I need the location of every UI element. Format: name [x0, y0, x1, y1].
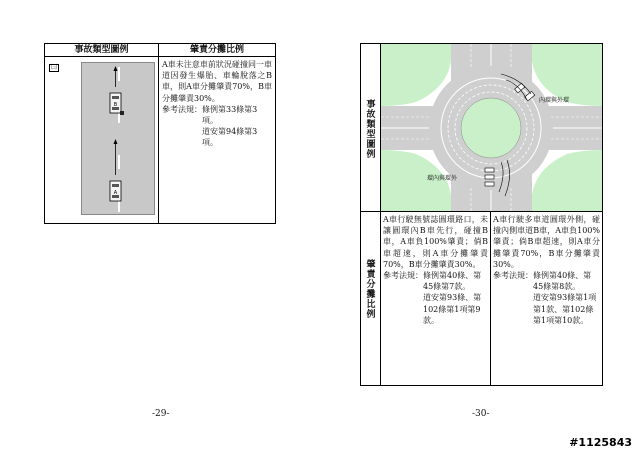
page-number: -29- — [152, 409, 170, 419]
side-label-char: 肇 — [366, 260, 376, 270]
side-label-liability — [361, 212, 381, 385]
reference-label: 參考法規： — [162, 104, 202, 114]
reference-item: 道安第93條第1項第1款、第102條第1項第10款。 — [533, 293, 597, 325]
vehicles-svg — [82, 63, 156, 216]
right-page — [322, 0, 640, 452]
vehicle-a-label: A — [113, 190, 118, 196]
side-label-char: 事 — [366, 100, 376, 110]
reference-laws — [493, 270, 600, 326]
reference-item: 條例第40條、第45條第8款。 — [533, 271, 592, 292]
reference-laws — [162, 104, 272, 149]
reference-label: 參考法規： — [383, 271, 423, 281]
header-liability-ratio: 肇責分攤比例 — [159, 44, 275, 57]
side-label-char: 攤 — [366, 290, 376, 300]
side-label-char: 型 — [366, 130, 376, 140]
side-label-char: 圖 — [366, 140, 376, 150]
right-accident-table — [360, 43, 603, 386]
side-label-char: 故 — [366, 110, 376, 120]
inner-ring-label: 環內與環外 — [427, 175, 458, 182]
side-label-char: 責 — [366, 270, 376, 280]
arrow-up-icon — [114, 139, 118, 175]
side-label-char: 比 — [366, 300, 376, 310]
image-id-watermark: #1125843 — [569, 436, 632, 449]
accident-diagram-cell — [45, 57, 159, 223]
side-label-char: 分 — [366, 280, 376, 290]
item-number: ㈢ — [50, 64, 57, 71]
vehicle-b-label: B — [113, 102, 118, 108]
side-label-accident-type — [361, 44, 381, 212]
side-label-char: 例 — [366, 150, 376, 160]
reference-label: 參考法規： — [493, 271, 533, 281]
reference-item: 道安第94條第3項。 — [202, 127, 258, 148]
side-label-text — [361, 100, 381, 160]
left-accident-table — [44, 43, 276, 224]
road-diagram — [81, 62, 155, 215]
roundabout-diagram — [381, 44, 602, 212]
side-label-char: 例 — [366, 310, 376, 320]
side-label-text — [361, 260, 381, 320]
outer-ring-label: 內環與外環 — [539, 97, 570, 104]
liability-column-a — [381, 212, 491, 385]
reference-laws — [383, 270, 488, 326]
roundabout-svg — [381, 44, 602, 212]
arrow-up-icon — [114, 66, 118, 87]
vehicle-b-icon — [110, 93, 124, 115]
liability-description: A車行駛多車道圓環外側，碰撞內側車道B車，A車負100%肇責；倘B車超速，則A車分攤肇責70%，B車分攤肇責30%。 — [493, 215, 600, 269]
liability-text-cell — [159, 57, 275, 223]
vehicle-a-icon — [110, 181, 121, 201]
header-accident-type: 事故類型圖例 — [45, 44, 159, 57]
side-label-char: 類 — [366, 120, 376, 130]
reference-item: 道安第93條、第102條第1項第9款。 — [423, 293, 482, 325]
page-number: -30- — [472, 409, 490, 419]
reference-item: 條例第33條第3項。 — [202, 104, 258, 126]
reference-item: 條例第40條、第45條第7款。 — [423, 271, 482, 292]
left-page — [0, 0, 318, 452]
vehicle-icon — [485, 168, 494, 186]
liability-description: A車行駛無號誌圓環路口，未讓圓環內B車先行，碰撞B車，A車負100%肇責；倘B車超速，則A車分攤肇責70%，B車分攤肇責30%。 — [383, 215, 488, 269]
liability-column-b — [491, 212, 602, 385]
liability-description: A車未注意車前狀況碰撞同一車道因發生爆胎、車輪脫落之B車，則A車分攤肇責70%，B車分攤肇責30%。 — [162, 60, 272, 103]
